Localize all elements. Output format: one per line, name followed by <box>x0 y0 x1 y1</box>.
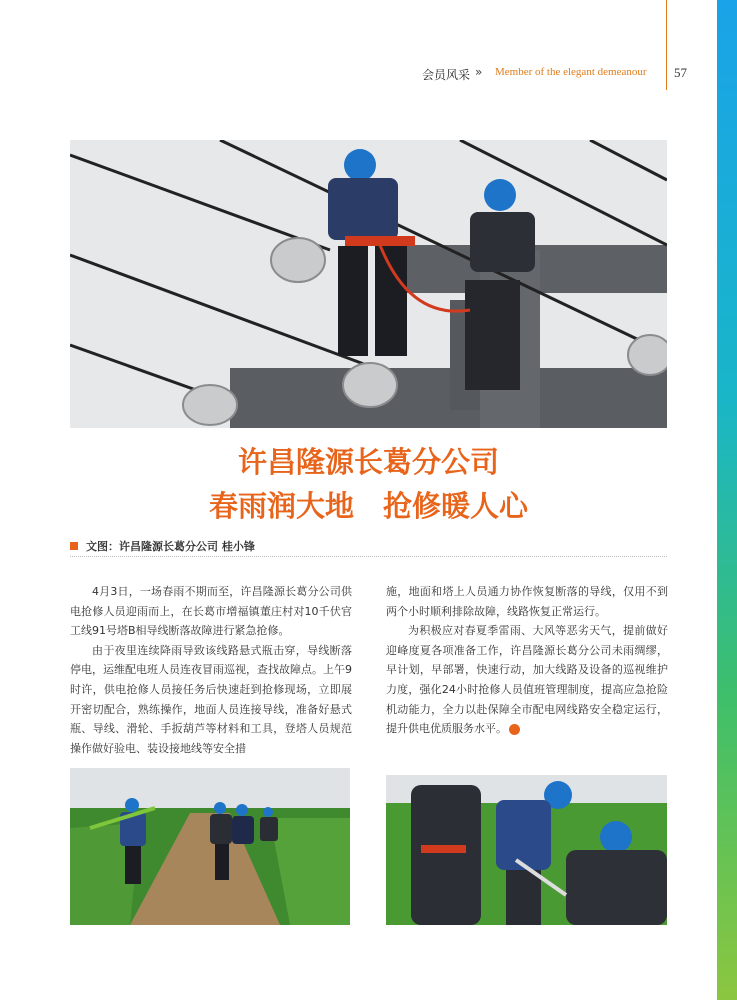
section-title-en: Member of the elegant demeanour <box>495 66 647 78</box>
page-header <box>0 62 700 84</box>
photo-workers-ground-repair <box>386 775 667 925</box>
section-title-cn: 会员风采 <box>422 68 471 82</box>
main-photo-tower-repair <box>70 140 667 428</box>
article-paragraph-continued: 施，地面和塔上人员通力协作恢复断落的导线，仅用不到两个小时顺利排除故障，线路恢复正常运行。 <box>386 585 668 618</box>
bullet-square-icon <box>70 542 78 550</box>
article-column-right <box>386 582 668 739</box>
article-paragraph: 由于夜里连续降雨导致该线路悬式瓶击穿，导线断落停电，运维配电班人员连夜冒雨巡视，查找故障点。上午9时许，供电抢修人员接任务后快速赶到抢修现场，立即展开密切配合，熟练操作，地面人员连接导线，准备好悬式瓶、导线、滑轮、手扳葫芦等材料和工具，登塔人员规范操作做好验电、装设接地线等安全措 <box>70 643 352 755</box>
article-paragraph: 4月3日，一场春雨不期而至，许昌隆源长葛分公司供电抢修人员迎雨而上，在长葛市增福镇董庄村对10千伏官工线91号塔B相导线断落故障进行紧急抢修。 <box>70 585 352 638</box>
headline-line1: 许昌隆源长葛分公司 <box>237 445 499 479</box>
byline <box>70 538 255 554</box>
end-mark-icon: C <box>509 724 520 735</box>
article-paragraph-text: 为积极应对春夏季雷雨、大风等恶劣天气，提前做好迎峰度夏各项准备工作，许昌隆源长葛分公司未雨绸缪，早计划，早部署，快速行动，加大线路及设备的巡视维护力度，强化24小时抢修人员值班管理制度，提高应急抢险机动能力，全力以赴保障全市配电网线路安全稳定运行，提升供电优质服务水平。 <box>386 624 668 736</box>
header-divider <box>666 0 667 90</box>
page-number: 57 <box>674 65 687 80</box>
dotted-divider <box>70 556 667 557</box>
photo-workers-walking-field <box>70 768 350 925</box>
headline-line2: 春雨润大地 抢修暖人心 <box>208 489 528 523</box>
article-paragraph <box>386 621 668 739</box>
chevron-icon: » <box>475 65 483 79</box>
byline-text: 文图：许昌隆源长葛分公司 桂小锋 <box>86 540 255 553</box>
article-column-left <box>70 582 352 758</box>
